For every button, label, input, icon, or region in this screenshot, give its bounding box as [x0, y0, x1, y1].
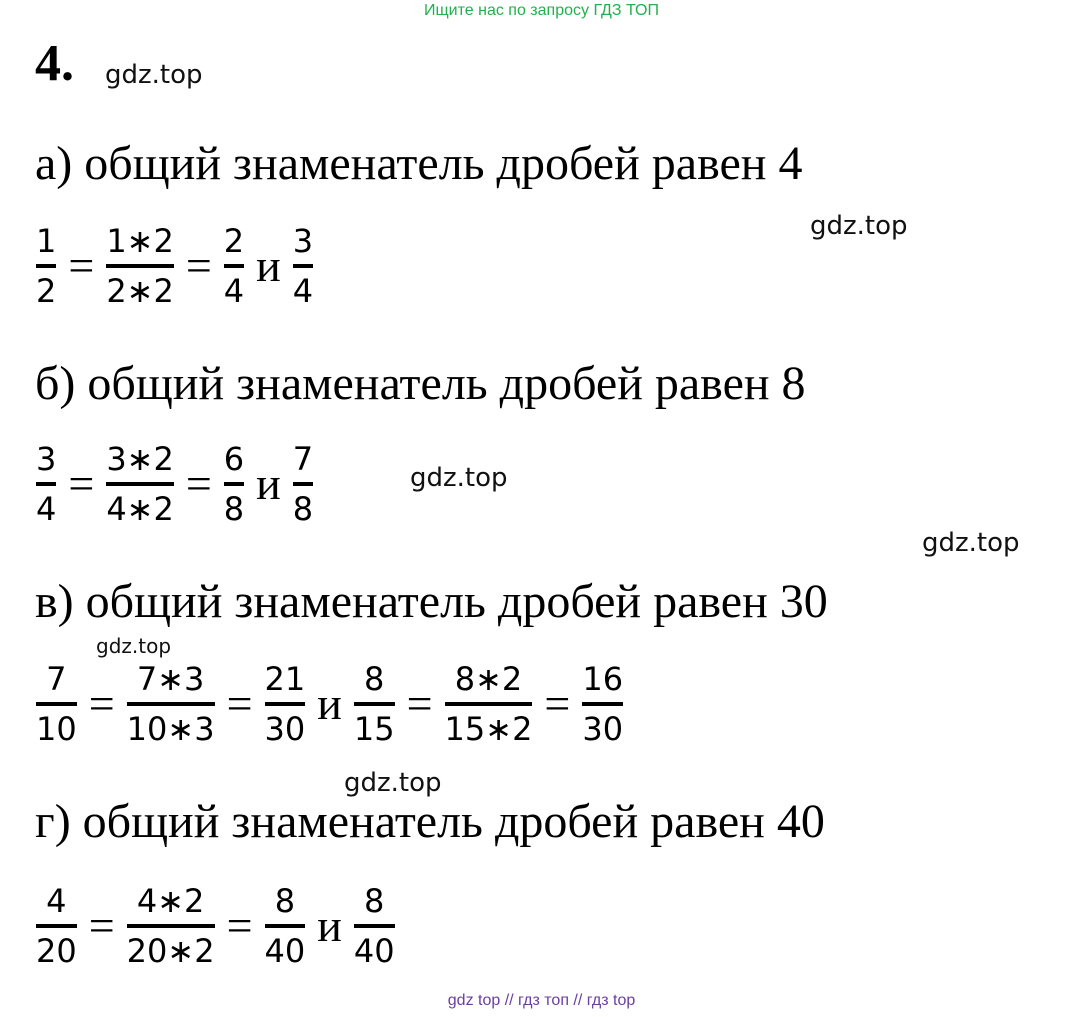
fraction	[352, 660, 397, 748]
section-c-equation	[34, 660, 625, 748]
fraction-denominator: 8	[223, 490, 245, 528]
fraction	[263, 660, 308, 748]
fraction-numerator: 7	[46, 660, 67, 698]
fraction-numerator: 4	[46, 882, 67, 920]
fraction-numerator: 7	[292, 440, 314, 478]
fraction	[34, 222, 58, 310]
fraction	[222, 440, 246, 528]
fraction-denominator: 30	[264, 710, 306, 748]
fraction	[104, 440, 176, 528]
fraction-denominator: 2∗2	[106, 272, 174, 310]
fraction	[291, 222, 315, 310]
fraction	[443, 660, 535, 748]
watermark: gdz.top	[922, 528, 1020, 558]
fraction-bar	[293, 264, 313, 268]
fraction-bar	[36, 702, 77, 706]
fraction-denominator: 15∗2	[444, 710, 533, 748]
conjunction: и	[317, 678, 342, 729]
equals-sign: =	[185, 240, 212, 291]
fraction-denominator: 30	[582, 710, 624, 748]
equals-sign: =	[226, 678, 253, 729]
fraction-bar	[445, 702, 533, 706]
fraction-denominator: 4	[36, 490, 57, 528]
fraction-denominator: 20∗2	[126, 932, 215, 970]
watermark: gdz.top	[96, 634, 172, 658]
fraction-numerator: 1	[36, 222, 57, 260]
footer-links[interactable]: gdz top // гдз топ // гдз top	[447, 992, 636, 1009]
fraction-numerator: 21	[264, 660, 306, 698]
fraction-numerator: 8	[364, 882, 385, 920]
fraction-denominator: 4	[223, 272, 245, 310]
fraction-denominator: 15	[353, 710, 395, 748]
fraction	[263, 882, 308, 970]
fraction-numerator: 3	[36, 440, 57, 478]
equals-sign: =	[88, 678, 115, 729]
fraction-denominator: 40	[264, 932, 306, 970]
fraction-bar	[36, 264, 56, 268]
fraction-numerator: 1∗2	[106, 222, 174, 260]
section-b-heading: б) общий знаменатель дробей равен 8	[35, 357, 806, 410]
fraction-bar	[265, 924, 306, 928]
fraction-bar	[293, 482, 313, 486]
fraction-denominator: 10∗3	[126, 710, 215, 748]
watermark: gdz.top	[810, 211, 908, 241]
section-a-equation	[34, 222, 315, 310]
fraction-bar	[127, 702, 215, 706]
fraction-bar	[354, 924, 395, 928]
equals-sign: =	[544, 678, 571, 729]
fraction	[222, 222, 246, 310]
fraction-numerator: 7∗3	[136, 660, 205, 698]
fraction-bar	[265, 702, 306, 706]
fraction-denominator: 8	[292, 490, 314, 528]
fraction-bar	[36, 482, 56, 486]
section-a-heading: а) общий знаменатель дробей равен 4	[35, 137, 803, 190]
fraction-numerator: 8	[274, 882, 296, 920]
fraction-numerator: 3∗2	[106, 440, 174, 478]
equals-sign: =	[406, 678, 433, 729]
fraction	[352, 882, 397, 970]
fraction-numerator: 16	[582, 660, 624, 698]
fraction	[34, 882, 79, 970]
section-c-heading: в) общий знаменатель дробей равен 30	[35, 575, 828, 628]
fraction-denominator: 4∗2	[106, 490, 174, 528]
equals-sign: =	[68, 458, 95, 509]
fraction-bar	[36, 924, 77, 928]
conjunction: и	[256, 240, 281, 291]
fraction	[125, 882, 217, 970]
search-banner[interactable]: Ищите нас по запросу ГДЗ ТОП	[424, 2, 659, 19]
section-d-equation	[34, 882, 397, 970]
equals-sign: =	[226, 900, 253, 951]
section-b-equation	[34, 440, 315, 528]
task-number: 4.	[35, 35, 74, 92]
watermark: gdz.top	[105, 60, 203, 90]
fraction-numerator: 2	[223, 222, 245, 260]
fraction-bar	[106, 482, 174, 486]
fraction-denominator: 2	[36, 272, 57, 310]
fraction-numerator: 6	[223, 440, 245, 478]
equals-sign: =	[68, 240, 95, 291]
fraction-bar	[106, 264, 174, 268]
fraction	[104, 222, 176, 310]
fraction	[34, 660, 79, 748]
fraction-denominator: 4	[292, 272, 314, 310]
watermark: gdz.top	[344, 768, 442, 798]
fraction	[125, 660, 217, 748]
fraction-numerator: 3	[292, 222, 314, 260]
fraction	[291, 440, 315, 528]
fraction-numerator: 8	[364, 660, 385, 698]
fraction-denominator: 20	[36, 932, 77, 970]
fraction-numerator: 4∗2	[136, 882, 205, 920]
fraction-denominator: 40	[353, 932, 395, 970]
fraction-bar	[224, 482, 244, 486]
fraction	[580, 660, 625, 748]
fraction-bar	[582, 702, 623, 706]
fraction-bar	[127, 924, 215, 928]
fraction-bar	[224, 264, 244, 268]
watermark: gdz.top	[410, 463, 508, 493]
fraction-bar	[354, 702, 395, 706]
conjunction: и	[317, 900, 342, 951]
fraction-denominator: 10	[36, 710, 77, 748]
fraction	[34, 440, 58, 528]
conjunction: и	[256, 458, 281, 509]
equals-sign: =	[88, 900, 115, 951]
fraction-numerator: 8∗2	[454, 660, 523, 698]
equals-sign: =	[185, 458, 212, 509]
section-d-heading: г) общий знаменатель дробей равен 40	[35, 795, 825, 848]
